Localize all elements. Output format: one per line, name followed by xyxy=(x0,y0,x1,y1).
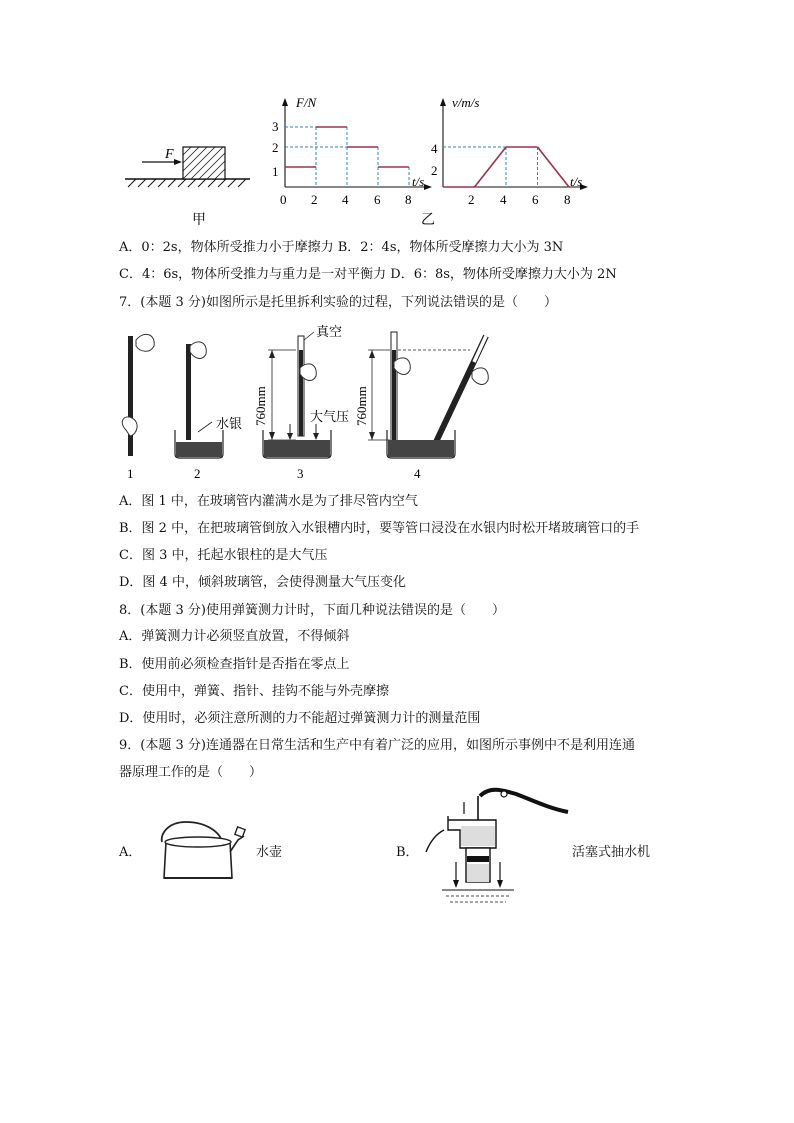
graph-v-y-tick: 4 xyxy=(431,141,438,156)
torricelli-panel-4 xyxy=(354,332,488,481)
graph-f-x-tick: 0 xyxy=(280,192,287,207)
kettle-icon xyxy=(150,812,250,884)
graph-f-guide-lines xyxy=(285,127,409,187)
panel-1-label: 1 xyxy=(127,466,134,481)
graph-f-x-tick: 2 xyxy=(311,192,318,207)
graph-f-x-tick: 6 xyxy=(374,192,381,207)
q6-figure xyxy=(0,0,794,235)
panel-4-label: 4 xyxy=(414,466,421,481)
q8-option-c: C．使用中，弹簧、指针、挂钩不能与外壳摩擦 xyxy=(119,684,389,699)
torricelli-panel-2 xyxy=(175,342,242,481)
q6-options-line-2: C．4：6s，物体所受推力与重力是一对平衡力 D．6：8s，物体所受摩擦力大小为 2N xyxy=(119,267,617,282)
height-label-4: 760mm xyxy=(354,386,369,426)
graph-v-y-ticks xyxy=(431,141,438,178)
graph-f-x-tick: 4 xyxy=(342,192,349,207)
graph-v-y-label: v/m/s xyxy=(452,95,480,110)
graph-f-y-tick: 3 xyxy=(272,119,279,134)
graph-v-x-tick: 8 xyxy=(564,192,571,207)
q7-option-d: D．图 4 中，倾斜玻璃管，会使得测量大气压变化 xyxy=(119,575,406,590)
panel-2-label: 2 xyxy=(194,466,201,481)
velocity-time-graph xyxy=(421,95,588,228)
force-label: F xyxy=(165,147,174,162)
force-arrow xyxy=(142,159,182,165)
graph-v-x-tick: 6 xyxy=(532,192,539,207)
q7-option-c: C．图 3 中，托起水银柱的是大气压 xyxy=(119,548,328,563)
graph-f-x-ticks xyxy=(280,192,412,207)
graph-f-x-label: t/s xyxy=(412,174,425,189)
torricelli-panel-1 xyxy=(122,334,154,481)
caption-left: 甲 xyxy=(192,213,206,228)
graph-v-x-tick: 2 xyxy=(468,192,475,207)
torricelli-panel-3 xyxy=(253,324,349,481)
force-time-graph xyxy=(272,95,432,207)
q9-option-a-letter: A． xyxy=(119,845,142,860)
graph-f-y-tick: 2 xyxy=(272,140,279,155)
graph-f-y-label: F/N xyxy=(296,95,317,110)
hatched-block xyxy=(183,147,225,179)
graph-v-x-label: t/s xyxy=(570,174,583,189)
q8-option-a: A．弹簧测力计必须竖直放置，不得倾斜 xyxy=(119,629,350,644)
q9-stem-line-2: 器原理工作的是（ ） xyxy=(119,765,263,780)
q8-option-d: D．使用时，必须注意所测的力不能超过弹簧测力计的测量范围 xyxy=(119,711,481,726)
vacuum-label: 真空 xyxy=(316,324,343,339)
graph-v-segment xyxy=(538,147,570,187)
graph-v-x-ticks xyxy=(468,192,571,207)
q9-option-a-label: 水壶 xyxy=(256,845,283,860)
mercury-label: 水银 xyxy=(216,416,243,431)
piston-pump-icon xyxy=(420,786,575,911)
block-on-ground-diagram xyxy=(125,147,250,228)
q9-stem-line-1: 9．(本题 3 分)连通器在日常生活和生产中有着广泛的应用，如图所示事例中不是利用连通 xyxy=(119,738,635,753)
q7-option-b: B．图 2 中，在把玻璃管倒放入水银槽内时，要等管口浸没在水银内时松开堵玻璃管口的手 xyxy=(119,521,640,536)
torricelli-figure xyxy=(0,318,794,488)
atm-label: 大气压 xyxy=(310,409,350,424)
q8-option-b: B．使用前必须检查指针是否指在零点上 xyxy=(119,657,350,672)
graph-v-x-tick: 4 xyxy=(500,192,507,207)
caption-right: 乙 xyxy=(421,213,435,228)
graph-f-y-ticks xyxy=(272,119,279,179)
graph-f-y-tick: 1 xyxy=(272,164,279,179)
q8-stem: 8．(本题 3 分)使用弹簧测力计时，下面几种说法错误的是（ ） xyxy=(119,603,505,618)
graph-v-segment xyxy=(475,147,507,187)
graph-f-x-tick: 8 xyxy=(405,192,412,207)
q7-option-a: A．图 1 中，在玻璃管内灌满水是为了排尽管内空气 xyxy=(119,494,418,509)
q9-option-b-label: 活塞式抽水机 xyxy=(572,845,651,860)
graph-v-y-tick: 2 xyxy=(431,163,438,178)
panel-3-label: 3 xyxy=(297,466,304,481)
q9-option-b-letter: B． xyxy=(396,845,419,860)
q6-options-line-1: A．0：2s，物体所受推力小于摩擦力 B．2：4s，物体所受摩擦力大小为 3N xyxy=(119,240,564,255)
height-label-3: 760mm xyxy=(253,386,268,426)
q7-stem: 7．(本题 3 分)如图所示是托里拆利实验的过程，下列说法错误的是（ ） xyxy=(119,295,557,310)
